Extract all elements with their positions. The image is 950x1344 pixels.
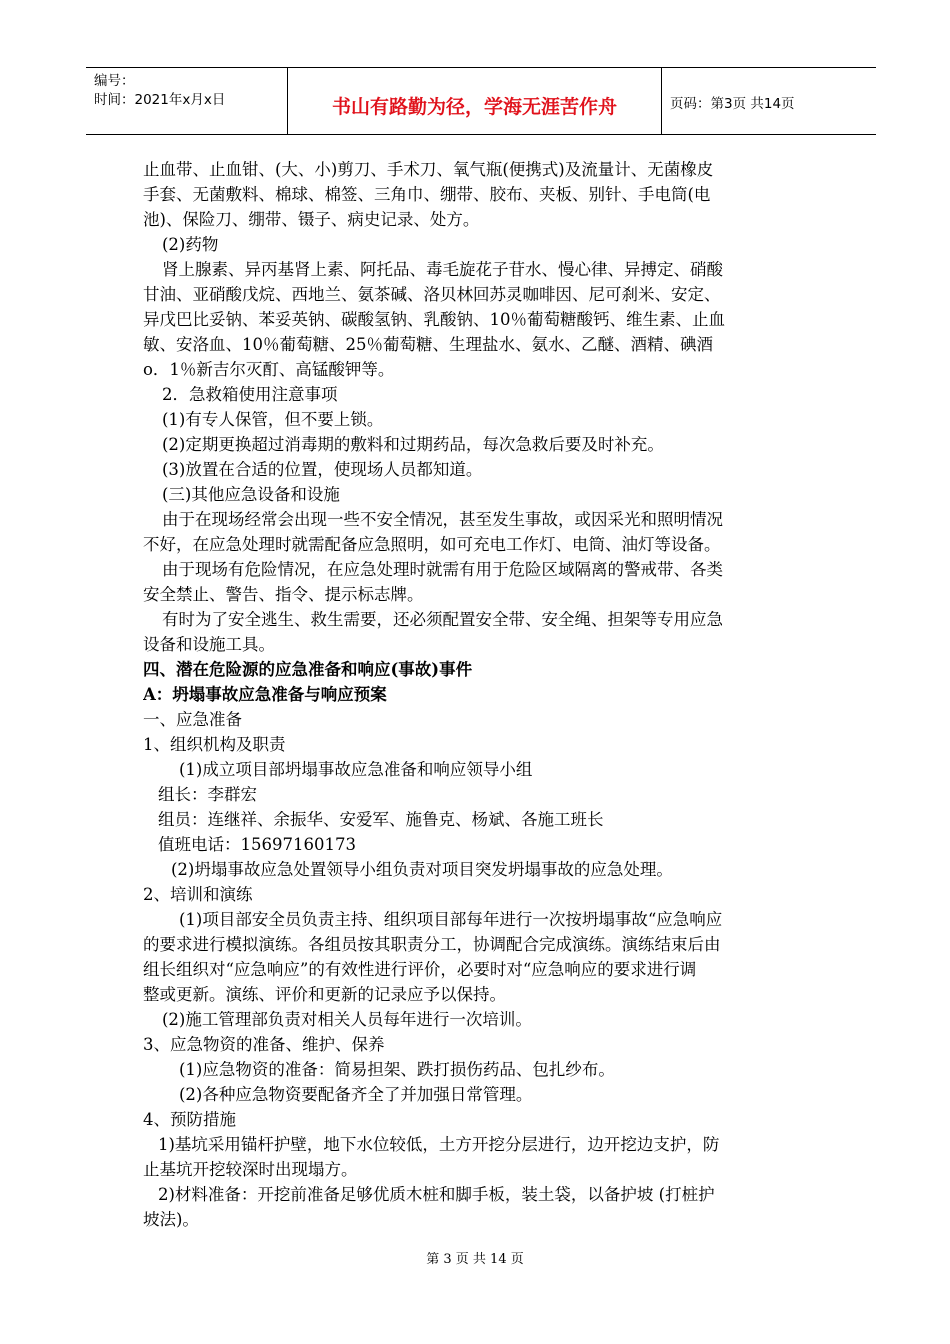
text-line: 安全禁止、警告、指令、提示标志牌。 [143,585,424,604]
list-item: 1)基坑采用锚杆护壁，地下水位较低，土方开挖分层进行，边开挖边支护，防 [158,1135,720,1154]
section-heading: A：坍塌事故应急准备与响应预案 [143,685,387,704]
header-meta [86,68,288,134]
list-item: (1)应急物资的准备：简易担架、跌打损伤药品、包扎纱布。 [179,1060,615,1079]
list-item: (2)施工管理部负责对相关人员每年进行一次培训。 [162,1010,532,1029]
text-line: 的要求进行模拟演练。各组员按其职责分工，协调配合完成演练。演练结束后由 [143,935,721,954]
section-heading: 四、潜在危险源的应急准备和响应(事故)事件 [143,660,473,679]
subsection-heading: 4、预防措施 [143,1110,236,1129]
text-line: 组长组织对“应急响应”的有效性进行评价，必要时对“应急响应的要求进行调 [143,960,697,979]
text-line: 有时为了安全逃生、救生需要，还必须配置安全带、安全绳、担架等专用应急 [162,610,723,629]
text-line: o．1％新吉尔灭酊、高锰酸钾等。 [143,360,395,379]
list-item: (2)坍塌事故应急处置领导小组负责对项目突发坍塌事故的应急处理。 [171,860,673,879]
text-line: 由于在现场经常会出现一些不安全情况，甚至发生事故，或因采光和照明情况 [162,510,723,529]
list-item: (1)项目部安全员负责主持、组织项目部每年进行一次按坍塌事故“应急响应 [179,910,723,929]
text-line: 手套、无菌敷料、棉球、棉签、三角巾、绷带、胶布、夹板、别针、手电筒(电 [143,185,711,204]
text-line: 整或更新。演练、评价和更新的记录应予以保持。 [143,985,506,1004]
list-item: (3)放置在合适的位置，使现场人员都知道。 [162,460,483,479]
text-line: 坡法)。 [143,1210,199,1229]
text-line: 组长：李群宏 [158,785,257,804]
text-line: 肾上腺素、异丙基肾上素、阿托品、毒毛旋花子苷水、慢心律、异搏定、硝酸 [162,260,723,279]
document-time: 时间：2021年x月x日 [94,92,226,108]
subsection-heading: 2．急救箱使用注意事项 [162,385,338,404]
text-line: 止基坑开挖较深时出现塌方。 [143,1160,358,1179]
document-number-label: 编号： [94,73,135,89]
text-line: 由于现场有危险情况，在应急处理时就需有用于危险区域隔离的警戒带、各类 [162,560,723,579]
subsection-heading: 一、应急准备 [143,710,242,729]
subsection-heading: 1、组织机构及职责 [143,735,286,754]
text-line: 甘油、亚硝酸戊烷、西地兰、氨茶碱、洛贝林回苏灵咖啡因、尼可刹米、安定、 [143,285,721,304]
document-body [143,157,819,1232]
text-line: 不好，在应急处理时就需配备应急照明，如可充电工作灯、电筒、油灯等设备。 [143,535,721,554]
text-line: 止血带、止血钳、(大、小)剪刀、手术刀、氧气瓶(便携式)及流量计、无菌橡皮 [143,160,714,179]
text-line: 异戊巴比妥钠、苯妥英钠、碳酸氢钠、乳酸钠、10％葡萄糖酸钙、维生素、止血 [143,310,725,329]
text-line: 敏、安洛血、10％葡萄糖、25％葡萄糖、生理盐水、氨水、乙醚、酒精、碘酒 [143,335,713,354]
header-motto: 书山有路勤为径，学海无涯苦作舟 [288,68,662,134]
subsection-heading: 3、应急物资的准备、维护、保养 [143,1035,385,1054]
text-line: 池)、保险刀、绷带、镊子、病史记录、处方。 [143,210,480,229]
subsection-heading: 2、培训和演练 [143,885,253,904]
text-line: 设备和设施工具。 [143,635,275,654]
header-page-info: 页码：第3页 共14页 [670,96,795,112]
list-item: (2)各种应急物资要配备齐全了并加强日常管理。 [179,1085,533,1104]
list-item: (2)定期更换超过消毒期的敷料和过期药品，每次急救后要及时补充。 [162,435,664,454]
page-header [86,67,876,135]
text-line: 组员：连继祥、余振华、安爱军、施鲁克、杨斌、各施工班长 [158,810,604,829]
text-line: 值班电话：15697160173 [158,835,356,854]
subsection-heading: (三)其他应急设备和设施 [162,485,340,504]
list-item: 2)材料准备：开挖前准备足够优质木桩和脚手板，装土袋，以备护坡 (打桩护 [158,1185,715,1204]
page-footer: 第 3 页 共 14 页 [426,1252,524,1267]
list-item: (1)有专人保管，但不要上锁。 [162,410,384,429]
list-item: (1)成立项目部坍塌事故应急准备和响应领导小组 [179,760,533,779]
subsection-heading: (2)药物 [162,235,219,254]
